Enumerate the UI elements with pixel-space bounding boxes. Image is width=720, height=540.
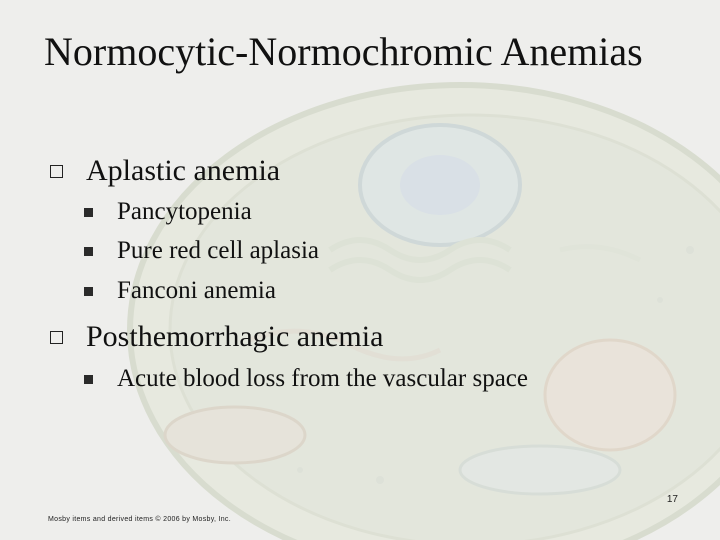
- page-number: 17: [666, 494, 678, 505]
- copyright-notice: Mosby items and derived items © 2006 by Mosby, Inc.: [48, 516, 231, 523]
- sub-bullet-acute-blood-loss: [84, 364, 528, 394]
- sub-bullet-pancytopenia: [84, 197, 252, 227]
- sub-bullet-text: Acute blood loss from the vascular space: [117, 365, 528, 392]
- filled-square-bullet-icon: [84, 247, 93, 256]
- hollow-square-bullet-icon: [50, 331, 63, 344]
- filled-square-bullet-icon: [84, 208, 93, 217]
- sub-bullet-text: Fanconi anemia: [117, 277, 276, 304]
- sub-bullet-pure-red-cell-aplasia: [84, 236, 319, 266]
- filled-square-bullet-icon: [84, 375, 93, 384]
- sub-bullet-fanconi-anemia: [84, 276, 276, 306]
- sub-bullet-text: Pancytopenia: [117, 198, 252, 225]
- hollow-square-bullet-icon: [50, 165, 63, 178]
- slide-title: Normocytic-Normochromic Anemias: [44, 29, 643, 74]
- bullet-text: Aplastic anemia: [86, 154, 281, 187]
- sub-bullet-text: Pure red cell aplasia: [117, 237, 319, 264]
- bullet-posthemorrhagic-anemia: [50, 320, 383, 354]
- bullet-text: Posthemorrhagic anemia: [86, 320, 384, 353]
- filled-square-bullet-icon: [84, 287, 93, 296]
- bullet-aplastic-anemia: [50, 154, 280, 188]
